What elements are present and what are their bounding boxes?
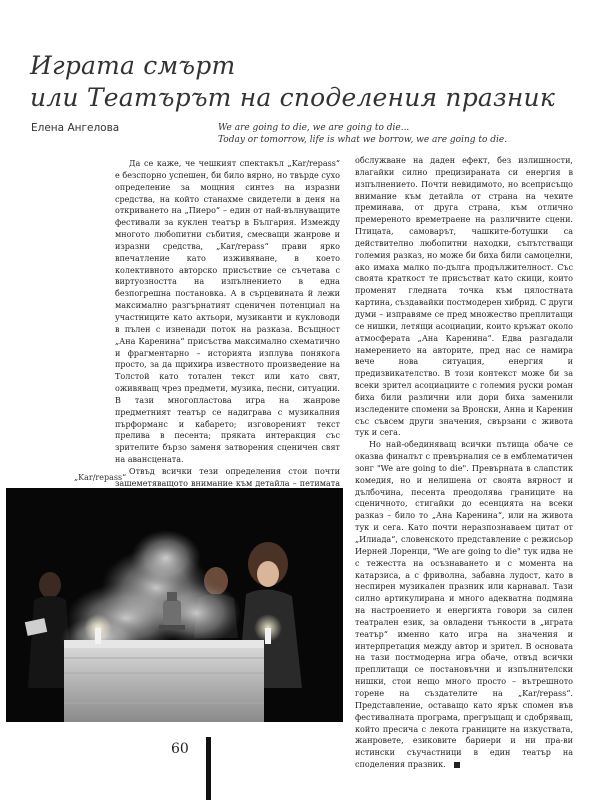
page-number: 60 bbox=[171, 741, 189, 757]
text-column-right bbox=[355, 155, 573, 771]
epigraph-line-2: Today or tomorrow, life is what we borrow, we are going to die. bbox=[218, 135, 508, 145]
paragraph-text: Но най-обединяващ всички пътища обаче се оказва финалът с превърналия се в емблематичен зонг "We are going to die". Превърната в слапстик комедия, но и нелишена от своята вярност и дълбочина, песента преодолява границите на сценичното, стигайки до есенцията на всеки разказ – било то „Ана Каренина“, или на живота тук и сега. Като почти неразпознаваем цитат от „Илиада“, словенското представление с режисьор Иерней Лоренци, "We are going to die" тук идва не с тежестта на осъзнаването и с момента на катарзиса, а с фриволна, забавна лудост, като в неспирен музикален празник или карнавал. Тази силно артикулирана и много адекватна подмяна на настроението и енергията говори за силен театрален език, за овладени тънкости в „играта театър“ именно като игра на значения и интерпретация между автор и зрител. В основата на тази постмодерна игра обаче, отвъд всички преплитащи се постановъчни и изпълнителски нишки, стои нещо много просто – вътрешното горене на създателите на „Kar/repass“. Представление, оставащо като ярък спомен във фестивалната програма, прегръщащ и сдобряващ, който пресича с лекота границите на изкуствата, жанровете, езиковите бариери и ни пра-ви истински съучастници в един театър на споделения празник. bbox=[355, 440, 573, 770]
paragraph: Да се каже, че чешкият спектакъл „Kar/repass“ е безспорно успешен, би било вярно, но твърде сухо определение за мощния синтез на изразни средства, на който станахме свидетели в деня на откриването на „Пиеро“ – един от най-вълнуващите фестивали за куклен театър в България. Измежду многото любопитни събития, смесващи жанрове и изразни средства, „Kar/repass“ прави ярко впечатление като изживяване, в което колективното авторско присъствие се съчетава с виртуозността на изпълнението в една безпогрешна постановка. А в сърцевината й лежи максимално разгърнатият сценичен потенциал на участниците като актьори, музиканти и кукловоди в пълен с изненади поток на разказа. Всъщност „Ана Каренина“ присъства максимално схематично и фрагментарно – историята изплува понякога просто, за да щрихира известното произведение на Толстой като тотален текст или като свят, оживяващ чрез предмети, музика, песни, ситуации. В тази многопластова игра на жанрове предметният театър се надиграва с музикалния пърформанс и кабарето; изговореният текст прелива в песента; пряката интеракция със зрителите бързо заменя затворения сценичен свят на авансцената. bbox=[115, 159, 340, 465]
epigraph bbox=[218, 122, 578, 146]
author-name: Елена Ангелова bbox=[31, 122, 120, 134]
performance-photo bbox=[6, 488, 343, 722]
article-title bbox=[30, 50, 590, 114]
paragraph bbox=[355, 439, 573, 771]
paragraph: Отвъд всички тези определения стои почти зашеметяващото внимание към детайла – петимата bbox=[115, 466, 340, 488]
text-column-left bbox=[115, 158, 340, 513]
table bbox=[64, 640, 264, 722]
photo-caption: „Kar/repass“ bbox=[74, 473, 127, 482]
article-title-line-1: Играта смърт bbox=[30, 51, 236, 80]
end-of-article-mark bbox=[454, 762, 460, 768]
paragraph: обслужване на даден ефект, без излишности, влагайки силно прецизираната си енергия в изпълнението. Почти невидимото, но всеприсъщо внимание към детайла от страна на чехите преминава, от друга страна, към отлично премереното времетраене на различните сцени. Птицата, самоварът, чашките-ботушки са действително любопитни находки, съпътстващи големия разказ, но може би биха били самоцелни, ако имаха малко по-дълга продължителност. Със своята краткост те присъстват като скици, които променят гледната точка към цялостната картина, създавайки постмодерен хибрид. С други думи – изправяме се пред множество преплитащи се нишки, летящи асоциации, които кръжат около атмосферата „Ана Каренина“. Едва разгадали намерението на авторите, пред нас се намира вече нова ситуация, енергия и предизвикателство. В този контекст може би за всеки зрител асоциациите с големия руски роман биха били различни или дори биха заменили изследените спомени за Вронски, Анна и Каренин със съвсем други значения, свързани с живота тук и сега. bbox=[355, 156, 573, 438]
stage-scene-illustration bbox=[6, 488, 343, 722]
article-title-line-2: или Театърът на споделения празник bbox=[30, 83, 555, 112]
epigraph-line-1: We are going to die, we are going to die... bbox=[218, 123, 410, 133]
vertical-rule bbox=[206, 737, 211, 800]
